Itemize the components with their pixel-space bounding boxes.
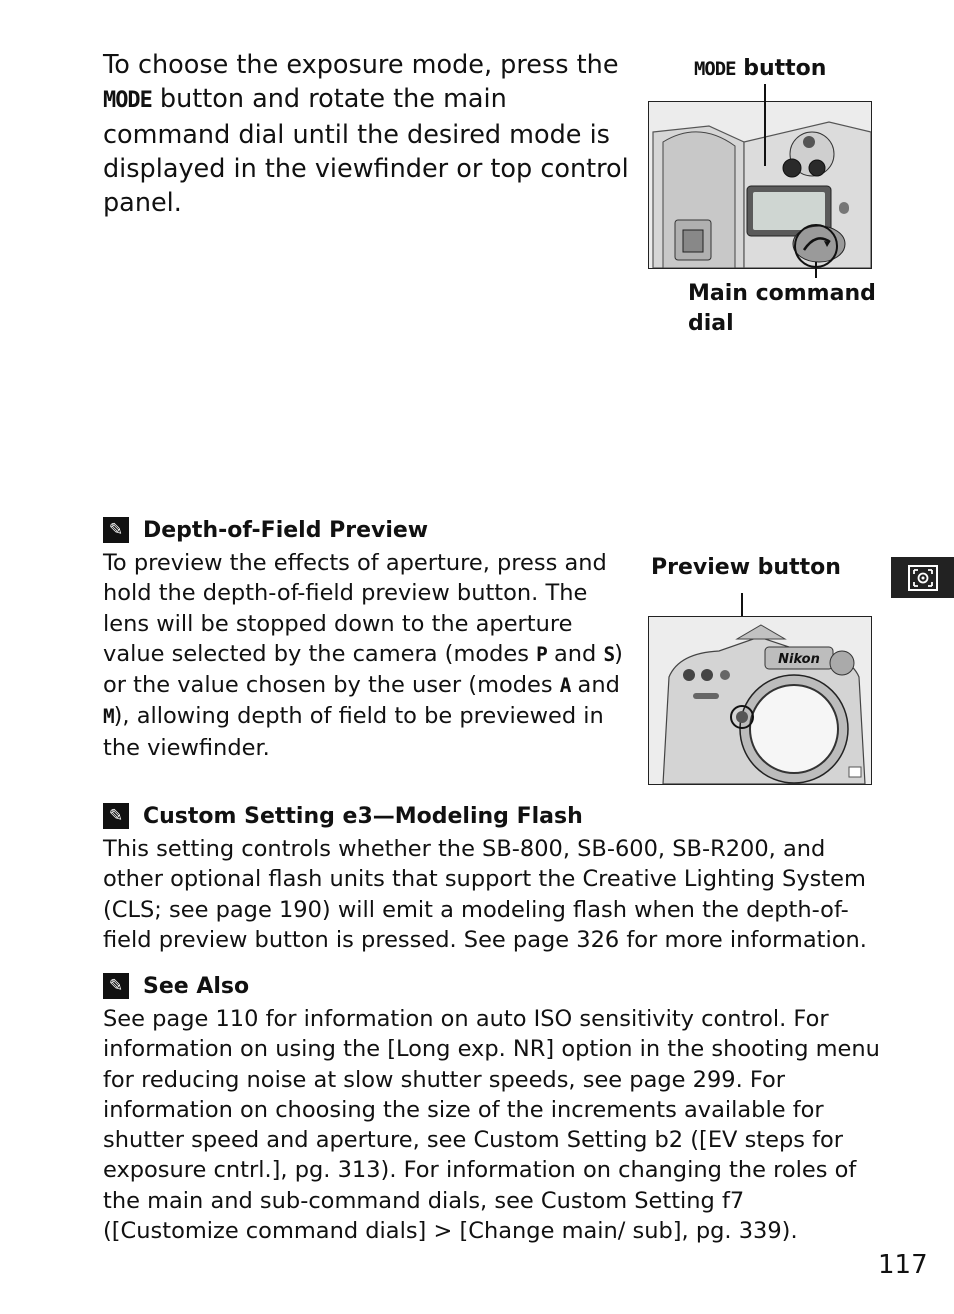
e3-note-heading: ✎ Custom Setting e3—Modeling Flash [103,801,583,831]
camera-shooting-icon [908,565,938,591]
dof-note-text: To preview the effects of aperture, press and hold the depth-of-field preview button. The lens will be stopped down to the aperture value selected by the camera (modes P and S) or the value chosen by the user (modes A and M), allowing depth of field to be previewed in the viewfinder. [103,550,623,761]
mode-glyph: MODE [103,88,152,113]
intro-paragraph: To choose the exposure mode, press the MODE button and rotate the main command dial until the desired mode is displayed in the viewfinder or top control panel. [103,50,629,218]
camera-top-photo [648,101,872,269]
nikon-logo: Nikon [778,652,820,667]
mode-button-label: MODE button [694,56,827,81]
preview-button-label: Preview button [651,555,841,580]
see-also-text: See page 110 for information on auto ISO sensitivity control. For information on using the [Long exp. NR] option in the shooting menu for reducing noise at slow shutter speeds, see page 299. For information on choosing the size of the increments available for shutter speed and aperture, see Custom Setting b2 ([EV steps for exposure cntrl.], pg. 313). For information on changing the roles of the main and sub-command dials, see Custom Setting f7 ([Customize command dials] > [Change main/ sub], pg. 339). [103,1006,880,1245]
page-number: 117 [878,1250,928,1280]
pencil-icon: ✎ [103,803,129,829]
camera-front-illustration [649,617,871,784]
main-command-dial-label: Main command dial [688,281,876,336]
see-also-heading: ✎ See Also [103,971,249,1001]
dial-leader-line [815,262,817,278]
dof-note-heading: ✎ Depth-of-Field Preview [103,515,428,545]
camera-top-illustration [649,102,871,268]
camera-front-photo [648,616,872,785]
mode-leader-line [764,84,766,166]
pencil-icon: ✎ [103,517,129,543]
pencil-icon: ✎ [103,973,129,999]
chapter-tab [891,557,954,598]
e3-note-text: This setting controls whether the SB-800, SB-600, SB-R200, and other optional flash units that support the Creative Lighting System (CLS; see page 190) will emit a modeling flash when the depth-of-field preview button is pressed. See page 326 for more information. [103,836,867,953]
